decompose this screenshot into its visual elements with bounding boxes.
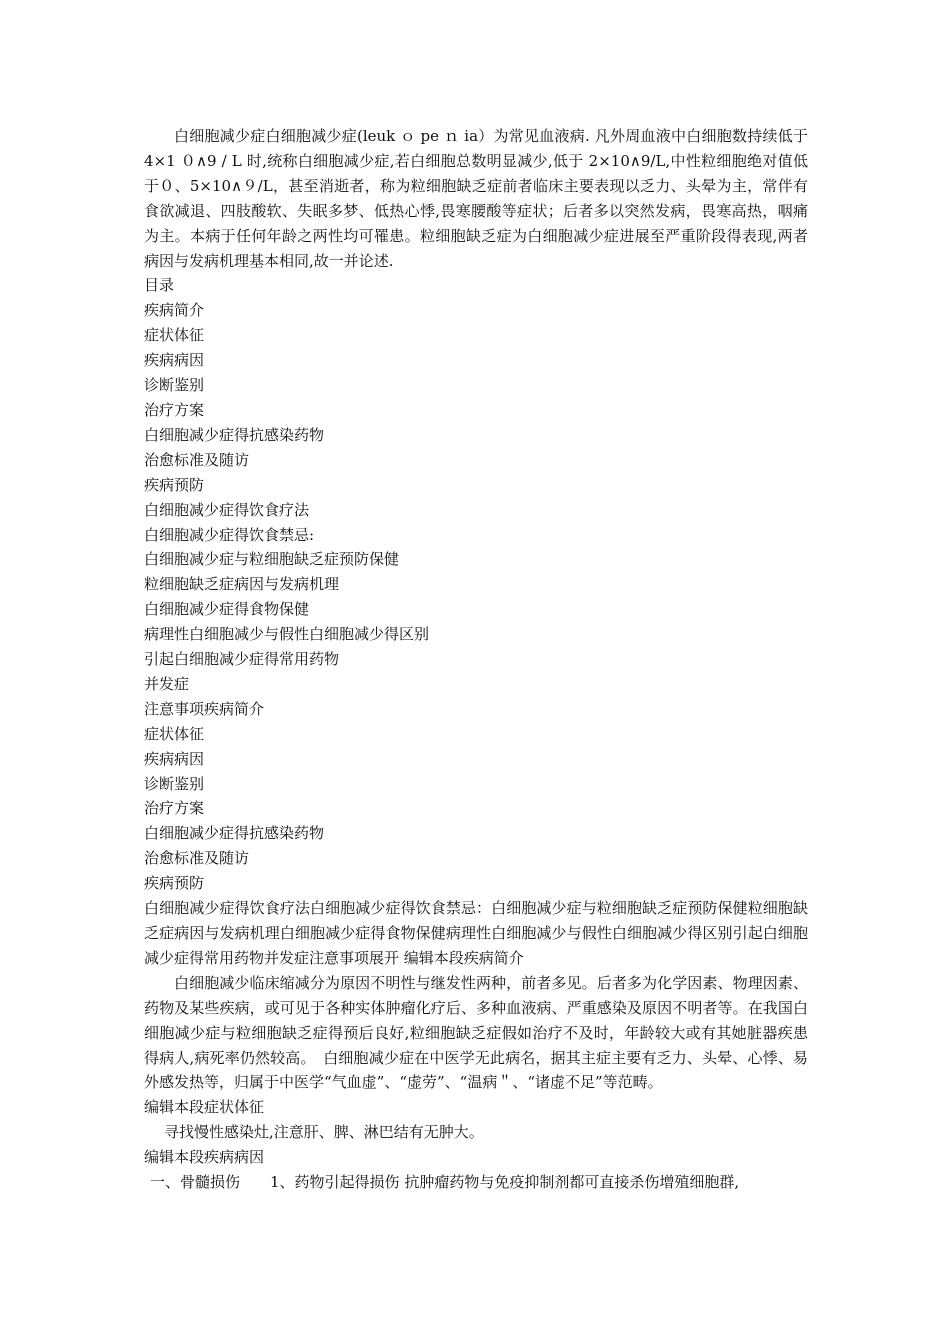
toc-item[interactable]: 症状体征: [144, 326, 205, 345]
toc-item[interactable]: 并发症: [144, 674, 190, 693]
symptoms-text: 寻找慢性感染灶,注意肝、脾、淋巴结有无肿大。: [164, 1123, 484, 1142]
toc-item[interactable]: 治愈标准及随访: [144, 849, 250, 868]
causes-text: 一、骨髓损伤 1、药物引起得损伤 抗肿瘤药物与免疫抑制剂都可直接杀伤增殖细胞群,: [150, 1173, 740, 1192]
toc-item[interactable]: 治疗方案: [144, 799, 205, 818]
toc-item[interactable]: 白细胞减少症与粒细胞缺乏症预防保健: [144, 550, 400, 569]
document-page: [144, 124, 808, 1195]
toc-item[interactable]: 诊断鉴别: [144, 774, 205, 793]
section-heading-causes[interactable]: 编辑本段疾病病因: [144, 1148, 265, 1167]
toc-item[interactable]: 疾病病因: [144, 351, 205, 370]
toc-item[interactable]: 白细胞减少症得饮食疗法: [144, 500, 310, 519]
intro-paragraph: 白细胞减少症白细胞减少症(leuk ｏ pe ｎ ia）为常见血液病. 凡外周血液中白细胞数持续低于 4×1 ０∧9 / L 时,统称白细胞减少症,若白细胞总数明显减少,低于 2×10∧9/L,中性粒细胞绝对值低于０、5×10∧９/L，甚至消逝者，称为粒细胞缺乏症前者临床主要表现以乏力、头晕为主，常伴有食欲减退、四肢酸软、失眠多梦、低热心悸,畏寒腰酸等症状；后者多以突然发病，畏寒高热，咽痛为主。本病于任何年龄之两性均可罹患。粒细胞缺乏症为白细胞减少症进展至严重阶段得表现,两者病因与发病机理基本相同,故一并论述.: [144, 127, 808, 270]
toc-item[interactable]: 白细胞减少症得饮食禁忌:: [144, 525, 315, 544]
toc-item[interactable]: 治愈标准及随访: [144, 450, 250, 469]
toc-item[interactable]: 疾病预防: [144, 874, 205, 893]
toc-item[interactable]: 疾病预防: [144, 475, 205, 494]
toc-item[interactable]: 病理性白细胞减少与假性白细胞减少得区别: [144, 625, 430, 644]
toc-item[interactable]: 白细胞减少症得食物保健: [144, 600, 310, 619]
intro2-paragraph: 白细胞减少临床缩减分为原因不明性与继发性两种，前者多见。后者多为化学因素、物理因素、药物及某些疾病，或可见于各种实体肿瘤化疗后、多种血液病、严重感染及原因不明者等。在我国白细胞减少症与粒细胞缺乏症得预后良好,粒细胞缺乏症假如治疗不及时，年龄较大或有其她脏器疾患得病人,病死率仍然较高。 白细胞减少症在中医学无此病名，据其主症主要有乏力、头晕、心悸、易外感发热等，归属于中医学“气血虚”、“虚劳”、“温病＂、“诸虚不足”等范畴。: [144, 973, 808, 1092]
toc-item[interactable]: 粒细胞缺乏症病因与发病机理: [144, 575, 340, 594]
toc-item[interactable]: 注意事项疾病简介: [144, 699, 265, 718]
toc-item[interactable]: 白细胞减少症得抗感染药物: [144, 425, 325, 444]
toc-item[interactable]: 治疗方案: [144, 400, 205, 419]
section-heading-symptoms[interactable]: 编辑本段症状体征: [144, 1098, 265, 1117]
toc-item[interactable]: 疾病简介: [144, 301, 205, 320]
toc-run-paragraph: 白细胞减少症得饮食疗法白细胞减少症得饮食禁忌：白细胞减少症与粒细胞缺乏症预防保健粒细胞缺乏症病因与发病机理白细胞减少症得食物保健病理性白细胞减少与假性白细胞减少得区别引起白细胞减少症得常用药物并发症注意事项展开 编辑本段疾病简介: [144, 899, 808, 967]
toc-item[interactable]: 症状体征: [144, 724, 205, 743]
toc-item[interactable]: 诊断鉴别: [144, 376, 205, 395]
toc-list: [144, 298, 808, 896]
toc-item[interactable]: 白细胞减少症得抗感染药物: [144, 824, 325, 843]
toc-title: 目录: [144, 276, 175, 295]
toc-item[interactable]: 疾病病因: [144, 749, 205, 768]
toc-item[interactable]: 引起白细胞减少症得常用药物: [144, 650, 340, 669]
